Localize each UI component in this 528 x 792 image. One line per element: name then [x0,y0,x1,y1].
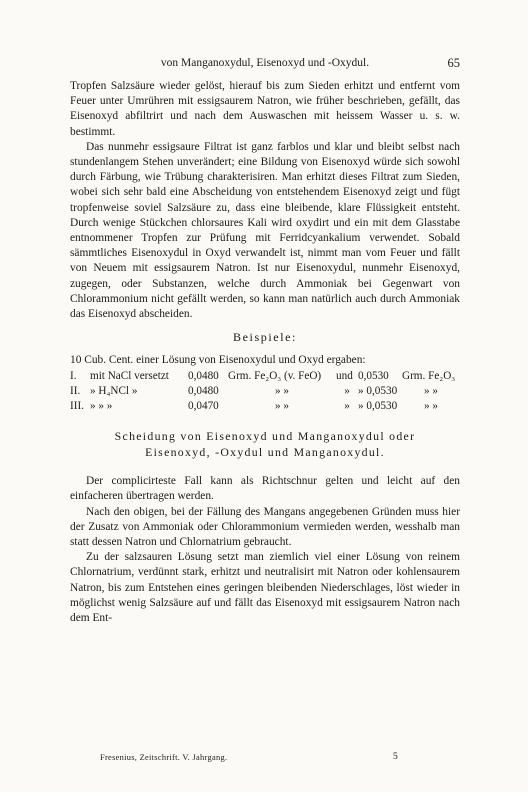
examples-table [70,369,460,415]
table-row [70,399,460,414]
running-header [70,56,460,70]
section-title-line-1: Scheidung von Eisenoxyd und Manganoxydul oder [114,429,416,444]
paragraph-reasons: Nach den obigen, bei der Fällung des Mangans angegebenen Gründen muss hier der Zusatz von Ammoniak oder Chlorammonium vermieden werden, wesshalb man statt dessen Natron und Chlornatrium gebraucht. [70,505,460,549]
footer-signature: 5 [393,752,398,762]
section-title-line-2: Eisenoxyd, -Oxydul und Manganoxydul. [145,445,385,460]
row-unit-2: » » [424,384,438,397]
examples-intro: 10 Cub. Cent. einer Lösung von Eisenoxydul und Oxyd ergaben: [70,354,366,367]
row-und: und [336,369,353,382]
page-footer [100,752,458,763]
row-number: III. [70,400,84,413]
row-und: » [344,400,350,413]
row-unit-2: » » [424,400,438,413]
page-number: 65 [447,56,460,70]
row-value-2: » 0,0530 [358,384,398,397]
row-value-1: 0,0470 [188,400,219,413]
row-value-2: » 0,0530 [358,400,398,413]
running-title: von Manganoxydul, Eisenoxyd und -Oxydul. [160,57,370,69]
footer-source: Fresenius, Zeitschrift. V. Jahrgang. [100,753,228,762]
section-title [70,428,460,460]
row-value-1: 0,0480 [188,369,219,382]
examples-heading: Beispiele: [233,330,297,345]
paragraph-continuation: Tropfen Salzsäure wieder gelöst, hierauf bis zum Sieden erhitzt und entfernt vom Feuer unter Umrühren mit essigsaurem Natron, wie früher beschrieben, gefällt, das Eisenoxyd abfiltrirt und nach dem Auswaschen mit heissem Wasser u. s. w. bestimmt. [70,80,460,138]
row-unit-1: Grm. Fe₂O₃ (v. FeO) [228,369,322,382]
row-und: » [344,384,350,397]
row-value-1: 0,0480 [188,384,219,397]
row-unit-2: Grm. Fe₂O₃ [402,369,456,382]
row-reagent: » » » [90,400,113,413]
row-number: II. [70,384,81,397]
row-unit-1: » » [275,400,289,413]
main-text [70,79,460,626]
table-row [70,369,460,384]
table-row [70,384,460,399]
paragraph-filtrate: Das nunmehr essigsaure Filtrat ist ganz farblos und klar und bleibt selbst nach stundenlangem Stehen unverändert; eine Bildung von Eisenoxyd würde sich sowohl durch Färbung, wie Trübung charakterisiren. Man erhitzt dieses Filtrat zum Sieden, wobei sich sehr bald eine Abscheidung von entstehendem Eisenoxyd zeigt und fügt tropfenweise soviel Salzsäure zu, dass eine bleibende, klare Flüssigkeit entsteht. Durch wenige Stückchen chlorsaures Kali wird oxydirt und ein mit dem Glasstabe entnommener Tropfen zur Prüfung mit Ferridcyankalium verwendet. Sobald sämmtliches Eisenoxydul in Oxyd verwandelt ist, nimmt man vom Feuer und fällt von Neuem mit essigsaurem Natron. Ist nur Eisenoxydul, nunmehr Eisenoxyd, zugegen, oder Substanzen, welche durch Ammoniak bei Gegenwart von Chlorammonium nicht gefällt werden, so kann man natürlich auch durch Ammoniak das Eisenoxyd abscheiden. [70,140,460,321]
row-reagent: mit NaCl versetzt [90,369,169,382]
row-unit-1: » » [275,384,289,397]
paragraph-complicated-case: Der complicirteste Fall kann als Richtschnur gelten und leicht auf den einfacheren übertragen werden. [70,475,460,503]
row-reagent: » H₄NCl » [90,384,138,397]
paragraph-procedure: Zu der salzsauren Lösung setzt man ziemlich viel einer Lösung von reinem Chlornatrium, verdünnt stark, erhitzt und neutralisirt mit Natron oder kohlensaurem Natron, bis zum Entstehen eines geringen bleibenden Niederschlages, löst wieder in möglichst wenig Salzsäure auf und fällt das Eisenoxyd mit essigsaurem Natron nach dem Ent- [70,551,460,625]
row-value-2: 0,0530 [358,369,389,382]
row-number: I. [70,369,77,382]
